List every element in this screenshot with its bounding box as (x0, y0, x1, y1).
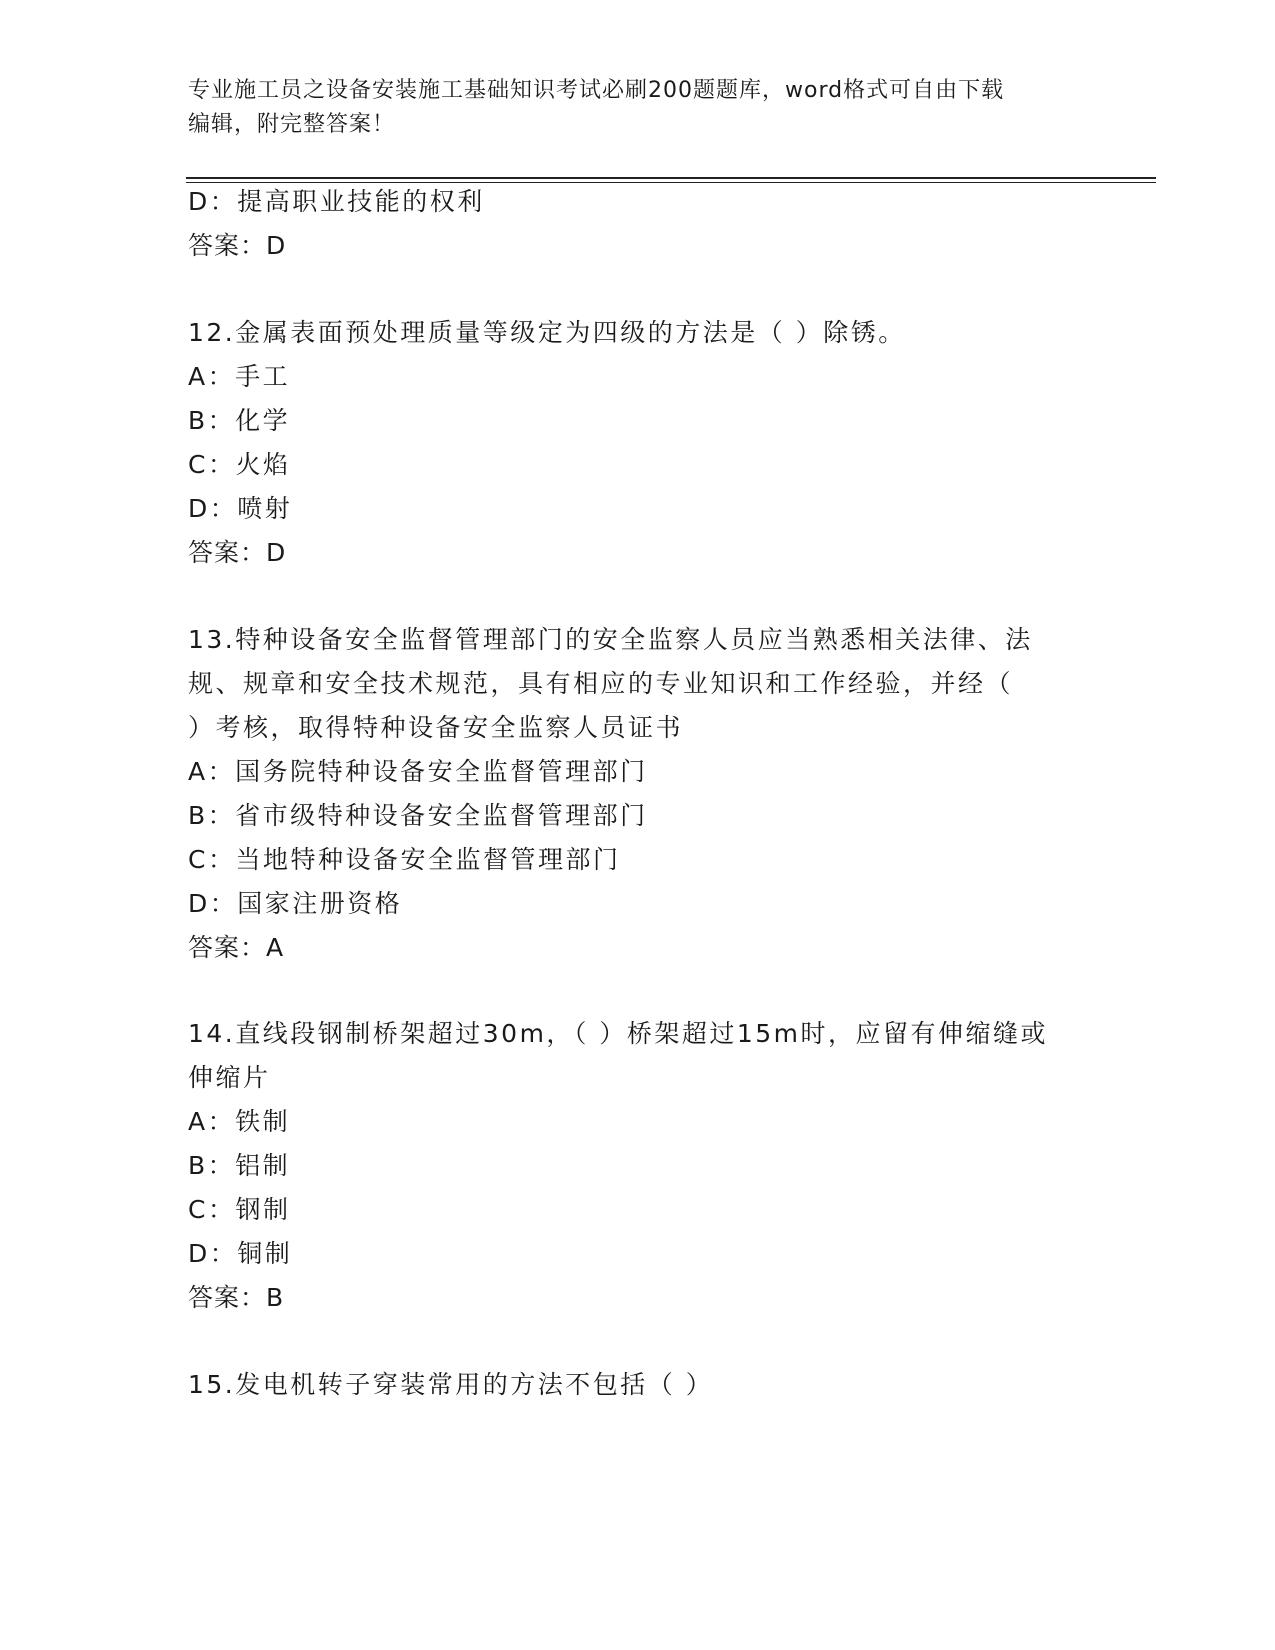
q13-option-a: A：国务院特种设备安全监督管理部门 (188, 757, 648, 786)
q14-option-b: B：铝制 (188, 1151, 291, 1180)
document-header (188, 74, 1068, 142)
q14-stem-line-2: 伸缩片 (188, 1063, 271, 1092)
q13-option-c: C：当地特种设备安全监督管理部门 (188, 845, 621, 874)
q14-option-d: D：铜制 (188, 1239, 293, 1268)
q14-option-c: C：钢制 (188, 1195, 291, 1224)
q12-option-c: C：火焰 (188, 450, 291, 479)
q14-option-a: A：铁制 (188, 1107, 291, 1136)
q13-option-b: B：省市级特种设备安全监督管理部门 (188, 801, 648, 830)
header-divider-thin (186, 182, 1156, 183)
prev-option-d: D：提高职业技能的权利 (188, 187, 485, 216)
q12-option-a: A：手工 (188, 362, 291, 391)
q14-answer: 答案：B (188, 1283, 285, 1312)
q13-stem-line-3: ）考核，取得特种设备安全监察人员证书 (188, 713, 684, 742)
q13-stem-line-1: 13.特种设备安全监督管理部门的安全监察人员应当熟悉相关法律、法 (188, 625, 1033, 654)
q13-stem-line-2: 规、规章和安全技术规范，具有相应的专业知识和工作经验，并经（ (188, 669, 1014, 698)
q12-option-b: B：化学 (188, 406, 291, 435)
header-line-2: 编辑，附完整答案！ (188, 112, 396, 137)
q12-option-d: D：喷射 (188, 494, 293, 523)
q15-stem: 15.发电机转子穿装常用的方法不包括（ ） (188, 1370, 714, 1399)
header-divider-thick (186, 177, 1156, 179)
q14-stem-line-1: 14.直线段钢制桥架超过30m，（ ）桥架超过15m时，应留有伸缩缝或 (188, 1019, 1049, 1048)
q13-option-d: D：国家注册资格 (188, 889, 403, 918)
header-line-1: 专业施工员之设备安装施工基础知识考试必刷200题题库，word格式可自由下载 (188, 78, 1005, 103)
q12-stem: 12.金属表面预处理质量等级定为四级的方法是（ ）除锈。 (188, 318, 906, 347)
prev-answer: 答案：D (188, 231, 287, 260)
q13-answer: 答案：A (188, 933, 285, 962)
q12-answer: 答案：D (188, 538, 287, 567)
